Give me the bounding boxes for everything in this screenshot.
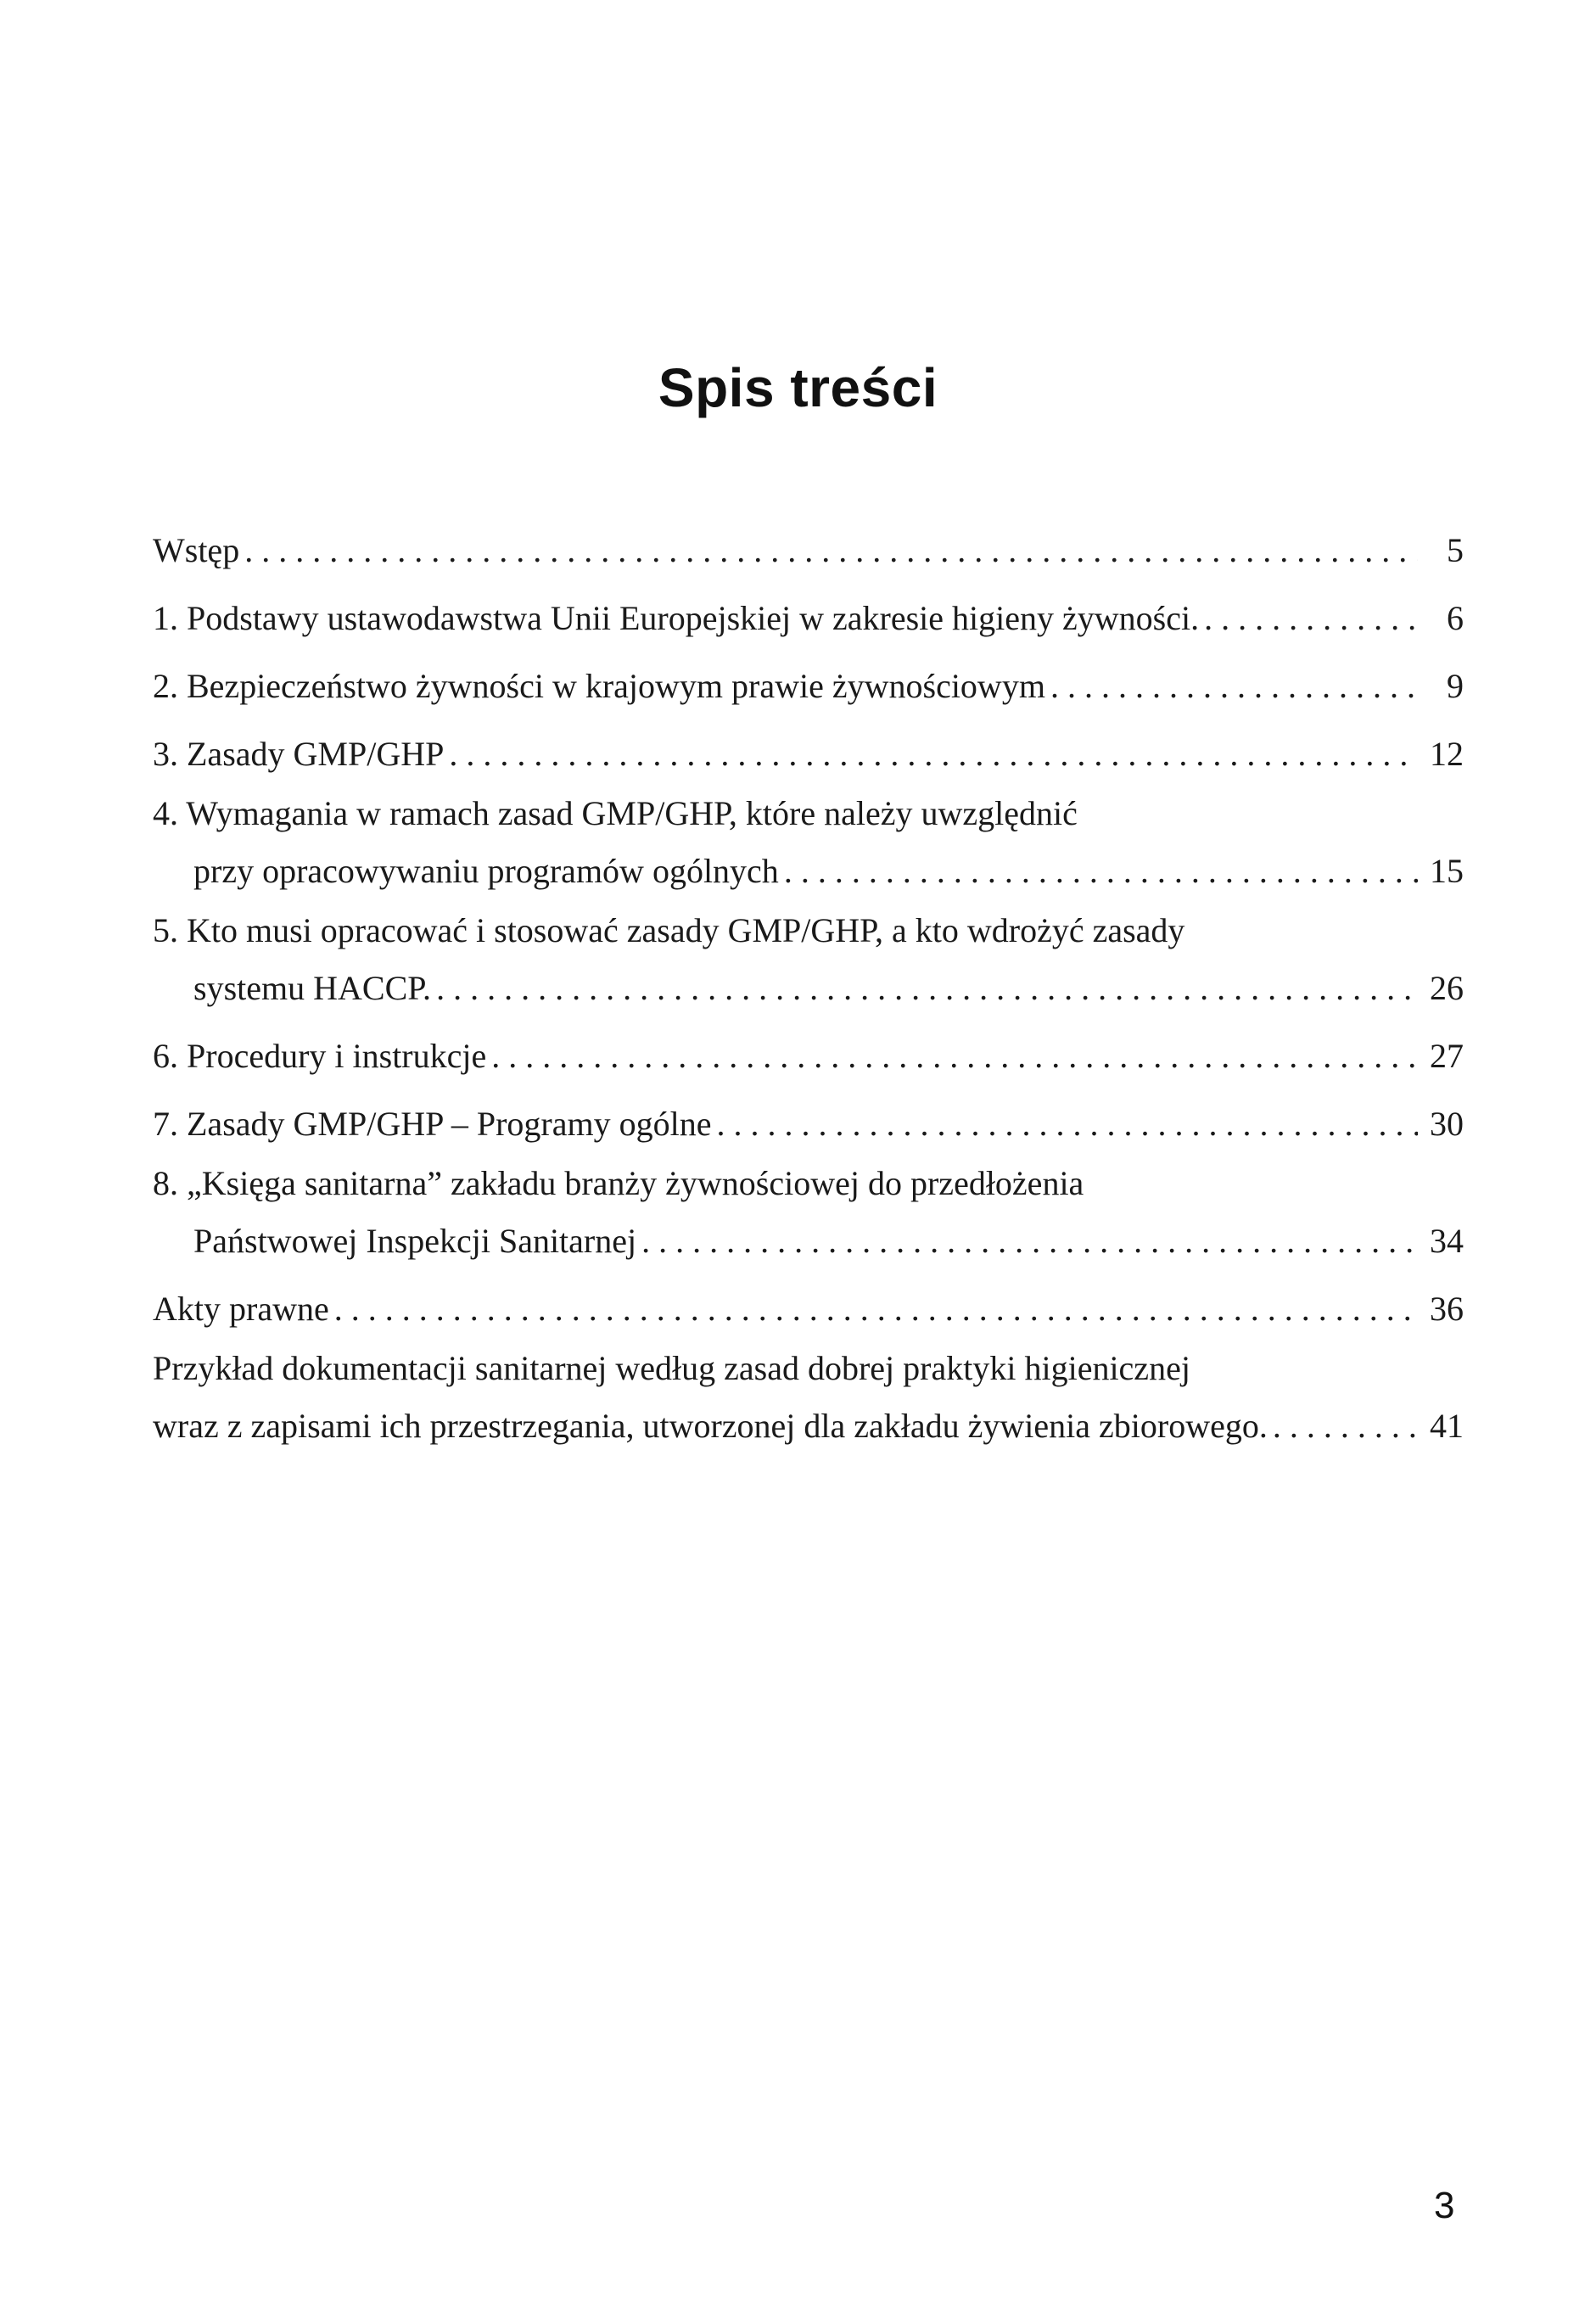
toc-entry-text: 4. Wymagania w ramach zasad GMP/GHP, które należy uwzględnić xyxy=(153,794,1078,832)
dot-leader xyxy=(784,847,1418,896)
toc-entry-text: Akty prawne xyxy=(153,1290,329,1328)
dot-leader xyxy=(436,964,1418,1013)
toc-page-number: 26 xyxy=(1430,969,1464,1007)
toc-entry-text: 2. Bezpieczeństwo żywności w krajowym prawie żywnościowym xyxy=(153,667,1045,705)
toc-entry-4 xyxy=(153,789,1464,896)
page-number: 3 xyxy=(1434,2185,1455,2226)
toc-entry-przyklad xyxy=(153,1344,1464,1451)
toc-page-number: 15 xyxy=(1430,852,1464,890)
toc-page-number: 41 xyxy=(1430,1407,1464,1445)
dot-leader xyxy=(641,1217,1418,1266)
dot-leader xyxy=(1273,1402,1418,1451)
toc-entry-1 xyxy=(153,585,1464,643)
toc-page-number: 9 xyxy=(1447,667,1464,705)
toc-entry-text: 8. „Księga sanitarna” zakładu branży żywnościowej do przedłożenia xyxy=(153,1164,1084,1202)
toc-entry-text: 5. Kto musi opracować i stosować zasady GMP/GHP, a kto wdrożyć zasady xyxy=(153,911,1185,949)
toc-entry-text: Wstęp xyxy=(153,531,240,569)
toc-page-number: 6 xyxy=(1447,599,1464,637)
table-of-contents xyxy=(153,518,1464,1461)
toc-entry-wstep xyxy=(153,518,1464,575)
dot-leader xyxy=(491,1032,1418,1081)
toc-entry-text: 7. Zasady GMP/GHP – Programy ogólne xyxy=(153,1105,712,1143)
dot-leader xyxy=(334,1285,1418,1334)
toc-entry-text-continued: Państwowej Inspekcji Sanitarnej xyxy=(193,1222,637,1260)
toc-entry-5 xyxy=(153,906,1464,1013)
toc-page-number: 34 xyxy=(1430,1222,1464,1260)
dot-leader xyxy=(1050,662,1418,711)
toc-entry-akty-prawne xyxy=(153,1276,1464,1334)
toc-page-number: 36 xyxy=(1430,1290,1464,1328)
toc-entry-text: 6. Procedury i instrukcje xyxy=(153,1037,487,1075)
toc-page-number: 30 xyxy=(1430,1105,1464,1143)
dot-leader xyxy=(1204,594,1418,643)
toc-entry-text: 1. Podstawy ustawodawstwa Unii Europejskiej w zakresie higieny żywności. xyxy=(153,599,1200,637)
toc-entry-8 xyxy=(153,1159,1464,1266)
toc-page-number: 12 xyxy=(1430,735,1464,773)
dot-leader xyxy=(449,730,1418,779)
toc-entry-text-continued: przy opracowywaniu programów ogólnych xyxy=(193,852,779,890)
dot-leader xyxy=(716,1100,1418,1149)
toc-entry-text-continued: systemu HACCP. xyxy=(193,969,432,1007)
toc-entry-6 xyxy=(153,1023,1464,1081)
toc-entry-text: 3. Zasady GMP/GHP xyxy=(153,735,445,773)
toc-entry-text: Przykład dokumentacji sanitarnej według zasad dobrej praktyki higienicznej xyxy=(153,1349,1190,1387)
dot-leader xyxy=(244,526,1418,575)
page-title: Spis treści xyxy=(658,357,938,418)
toc-entry-text-continued: wraz z zapisami ich przestrzegania, utworzonej dla zakładu żywienia zbiorowego. xyxy=(153,1407,1268,1445)
toc-page-number: 5 xyxy=(1447,531,1464,569)
toc-entry-7 xyxy=(153,1091,1464,1149)
toc-entry-2 xyxy=(153,653,1464,711)
toc-page-number: 27 xyxy=(1430,1037,1464,1075)
toc-entry-3 xyxy=(153,721,1464,779)
